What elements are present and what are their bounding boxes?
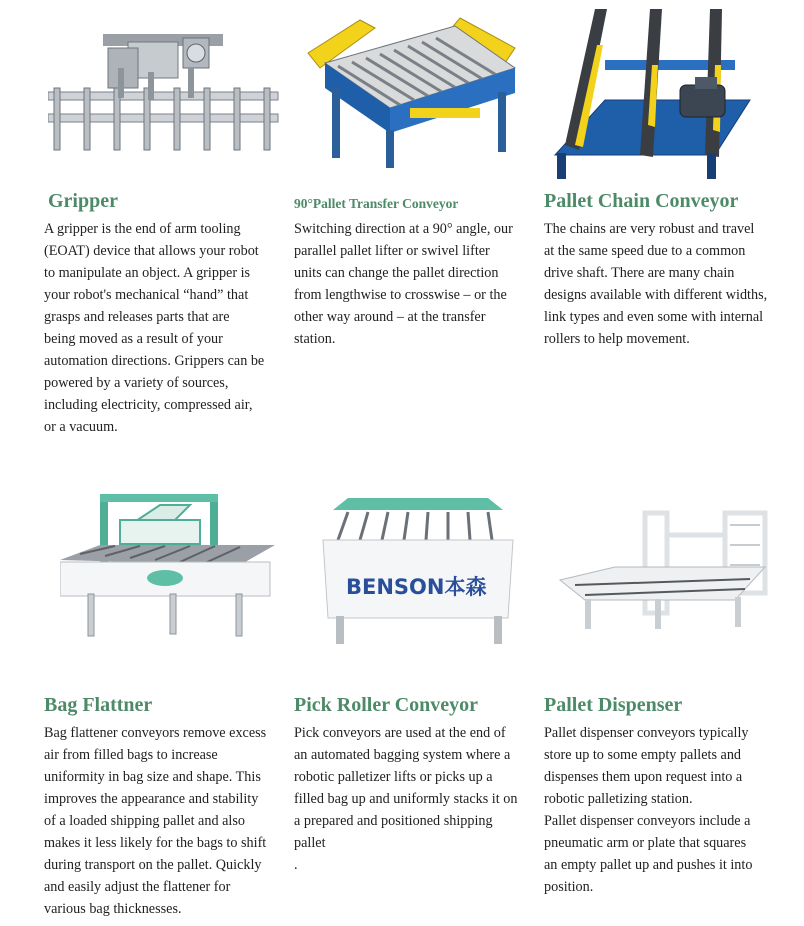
description-line: station. <box>294 331 336 347</box>
description-line: other way around – at the transfer <box>294 309 486 325</box>
product-title: Pallet Chain Conveyor <box>544 190 739 212</box>
description-line: your robot's mechanical “hand” that <box>44 287 249 303</box>
description-line: being moved as a result of your <box>44 331 223 347</box>
description-line: Pallet dispenser conveyors include a <box>544 813 751 829</box>
description-line: an automated bagging system where a <box>294 747 511 763</box>
description-line: air from filled bags to increase <box>44 747 218 763</box>
description-line: The chains are very robust and travel <box>544 221 755 237</box>
description-line: during transport on the pallet. Quickly <box>44 857 262 873</box>
description-line: pallet <box>294 835 326 851</box>
pallet-dispenser-image <box>555 505 775 635</box>
bag-flattner-image <box>60 490 275 645</box>
description-line: Switching direction at a 90° angle, our <box>294 221 513 237</box>
description-line: store up to some empty pallets and <box>544 747 742 763</box>
description-line: . <box>294 857 298 873</box>
description-line: of a loaded shipping pallet and also <box>44 813 245 829</box>
brand-logo-cjk: 本森 <box>444 575 487 599</box>
description-line: and easily adjust the flattener for <box>44 879 231 895</box>
description-line: units can change the pallet direction <box>294 265 499 281</box>
product-description <box>294 218 513 350</box>
pallet-chain-conveyor-image <box>545 5 770 180</box>
description-line: uniformity in bag size and shape. This <box>44 769 261 785</box>
product-description <box>44 218 264 438</box>
description-line: position. <box>544 879 594 895</box>
product-title: Bag Flattner <box>44 694 153 716</box>
benson-logo <box>346 571 486 601</box>
product-title: Pallet Dispenser <box>544 694 683 716</box>
description-line: from lengthwise to crosswise – or the <box>294 287 507 303</box>
description-line: various bag thicknesses. <box>44 901 182 917</box>
product-title: 90°Pallet Transfer Conveyor <box>294 196 459 211</box>
product-title: Gripper <box>48 190 118 212</box>
description-line: designs available with different widths, <box>544 287 768 303</box>
description-line: robotic palletizing station. <box>544 791 693 807</box>
description-line: grasps and releases parts that are <box>44 309 230 325</box>
description-line: automation directions. Grippers can be <box>44 353 265 369</box>
description-line: makes it less likely for the bags to shift <box>44 835 267 851</box>
description-line: improves the appearance and stability <box>44 791 259 807</box>
product-description <box>544 722 752 898</box>
description-line: an empty pallet up and pushes it into <box>544 857 753 873</box>
description-line: Pick conveyors are used at the end of <box>294 725 506 741</box>
description-line: a prepared and positioned shipping <box>294 813 493 829</box>
description-line: (EOAT) device that allows your robot <box>44 243 259 259</box>
pallet-transfer-conveyor-image <box>300 8 525 173</box>
product-description <box>44 722 266 920</box>
description-line: or a vacuum. <box>44 419 118 435</box>
product-description <box>544 218 767 350</box>
description-line: powered by a variety of sources, <box>44 375 229 391</box>
gripper-image <box>48 28 288 158</box>
product-description <box>294 722 517 876</box>
description-line: Bag flattener conveyors remove excess <box>44 725 267 741</box>
description-line: parallel pallet lifter or swivel lifter <box>294 243 490 259</box>
description-line: filled bag up and uniformly stacks it on <box>294 791 518 807</box>
description-line: link types and even some with internal <box>544 309 764 325</box>
description-line: A gripper is the end of arm tooling <box>44 221 241 237</box>
description-line: Pallet dispenser conveyors typically <box>544 725 749 741</box>
description-line: to manipulate an object. A gripper is <box>44 265 251 281</box>
description-line: including electricity, compressed air, <box>44 397 253 413</box>
product-title: Pick Roller Conveyor <box>294 694 479 716</box>
brand-logo-text: BENSON <box>346 575 445 599</box>
description-line: rollers to help movement. <box>544 331 690 347</box>
description-line: dispenses them upon request into a <box>544 769 743 785</box>
description-line: robotic palletizer lifts or picks up a <box>294 769 493 785</box>
description-line: pneumatic arm or plate that squares <box>544 835 747 851</box>
description-line: drive shaft. There are many chain <box>544 265 735 281</box>
description-line: at the same speed due to a common <box>544 243 746 259</box>
